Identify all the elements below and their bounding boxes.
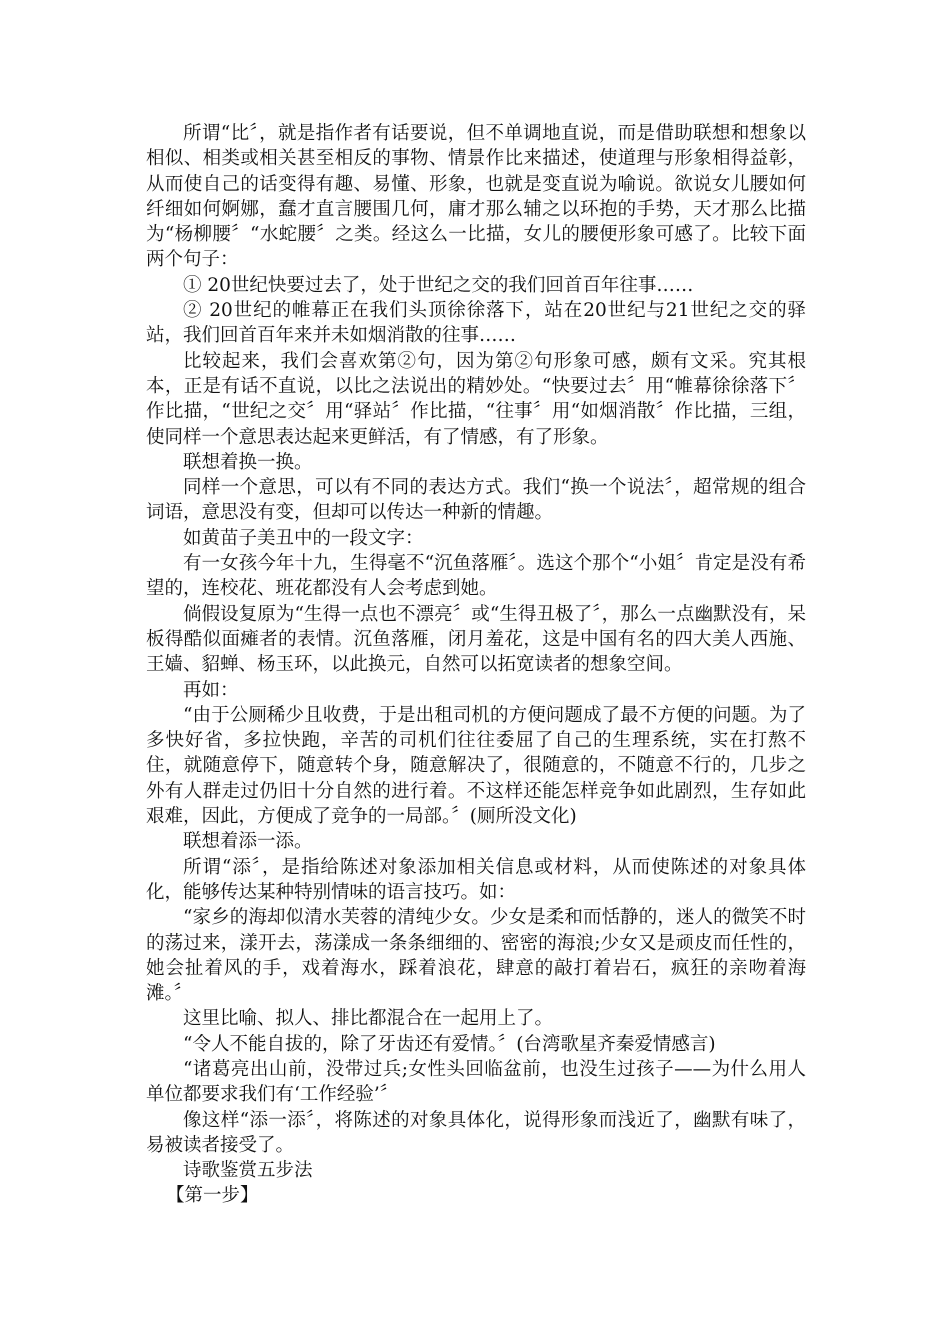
paragraph: ② 20世纪的帷幕正在我们头顶徐徐落下，站在20世纪与21世纪之交的驿站，我们回首百年来并未如烟消散的往事…… (146, 300, 806, 347)
paragraph: “诸葛亮出山前，没带过兵;女性头回临盆前，也没生过孩子——为什么用人单位都要求我们有‘工作经验’〞 (146, 1058, 806, 1106)
paragraph: 联想着添一添。 (183, 831, 313, 853)
paragraph: “令人不能自拔的，除了牙齿还有爱情。〞(台湾歌星齐秦爱情感言) (183, 1033, 716, 1055)
paragraph: ① 20世纪快要过去了，处于世纪之交的我们回首百年往事…… (183, 274, 694, 296)
paragraph: 所谓“添〞，是指给陈述对象添加相关信息或材料，从而使陈述的对象具体化，能够传达某种特别情味的语言技巧。如： (146, 856, 806, 903)
paragraph: 所谓“比〞，就是指作者有话要说，但不单调地直说，而是借助联想和想象以相似、相类或相关甚至相反的事物、情景作比来描述，使道理与形象相得益彰，从而使自己的话变得有趣、易懂、形象，也就是变直说为喻说。欲说女儿腰如何纤细如何婀娜，蠢才直言腰围几何，庸才那么辅之以环抱的手势，天才那么比描为“杨柳腰〞“水蛇腰〞之类。经这么一比描，女儿的腰便形象可感了。比较下面两个句子： (146, 123, 806, 271)
paragraph: 倘假设复原为“生得一点也不漂亮〞或“生得丑极了〞，那么一点幽默没有，呆板得酷似面瘫者的表情。沉鱼落雁，闭月羞花，这是中国有名的四大美人西施、王嫱、貂蝉、杨玉环，以此换元，自然可以拓宽读者的想象空间。 (146, 603, 806, 676)
step-heading: 【第一步】 (166, 1185, 259, 1207)
document-body (146, 121, 806, 1209)
paragraph: 比较起来，我们会喜欢第②句，因为第②句形象可感，颇有文采。究其根本，正是有话不直说，以比之法说出的精妙处。“快要过去〞用“帷幕徐徐落下〞作比描，“世纪之交〞用“驿站〞作比描，“往事〞用“如烟消散〞作比描，三组，使同样一个意思表达起来更鲜活，有了情感，有了形象。 (146, 350, 806, 448)
paragraph: 同样一个意思，可以有不同的表达方式。我们“换一个说法〞，超常规的组合词语，意思没有变，但却可以传达一种新的情趣。 (146, 477, 806, 524)
paragraph: 像这样“添一添〞，将陈述的对象具体化，说得形象而浅近了，幽默有味了，易被读者接受了。 (146, 1109, 806, 1156)
paragraph: 联想着换一换。 (183, 451, 313, 473)
paragraph: 这里比喻、拟人、排比都混合在一起用上了。 (183, 1008, 554, 1030)
paragraph: “家乡的海却似清水芙蓉的清纯少女。少女是柔和而恬静的，迷人的微笑不时的荡过来，漾开去，荡漾成一条条细细的、密密的海浪;少女又是顽皮而任性的，她会扯着风的手，戏着海水，踩着浪花，肆意的敲打着岩石，疯狂的亲吻着海滩。〞 (146, 907, 806, 1005)
paragraph: 有一女孩今年十九，生得毫不“沉鱼落雁〞。选这个那个“小姐〞肯定是没有希望的，连校花、班花都没有人会考虑到她。 (146, 553, 806, 600)
paragraph: “由于公厕稀少且收费，于是出租司机的方便问题成了最不方便的问题。为了多快好省，多拉快跑，辛苦的司机们往往委屈了自己的生理系统，实在打熬不住，就随意停下，随意转个身，随意解决了，很随意的，不随意不行的，几步之外有人群走过仍旧十分自然的进行着。不这样还能怎样竞争如此剧烈，生存如此艰难，因此，方便成了竞争的一局部。〞(厕所没文化) (146, 704, 806, 828)
section-heading: 诗歌鉴赏五步法 (183, 1160, 313, 1182)
paragraph: 如黄苗子美丑中的一段文字： (183, 527, 424, 549)
paragraph: 再如： (183, 679, 239, 701)
